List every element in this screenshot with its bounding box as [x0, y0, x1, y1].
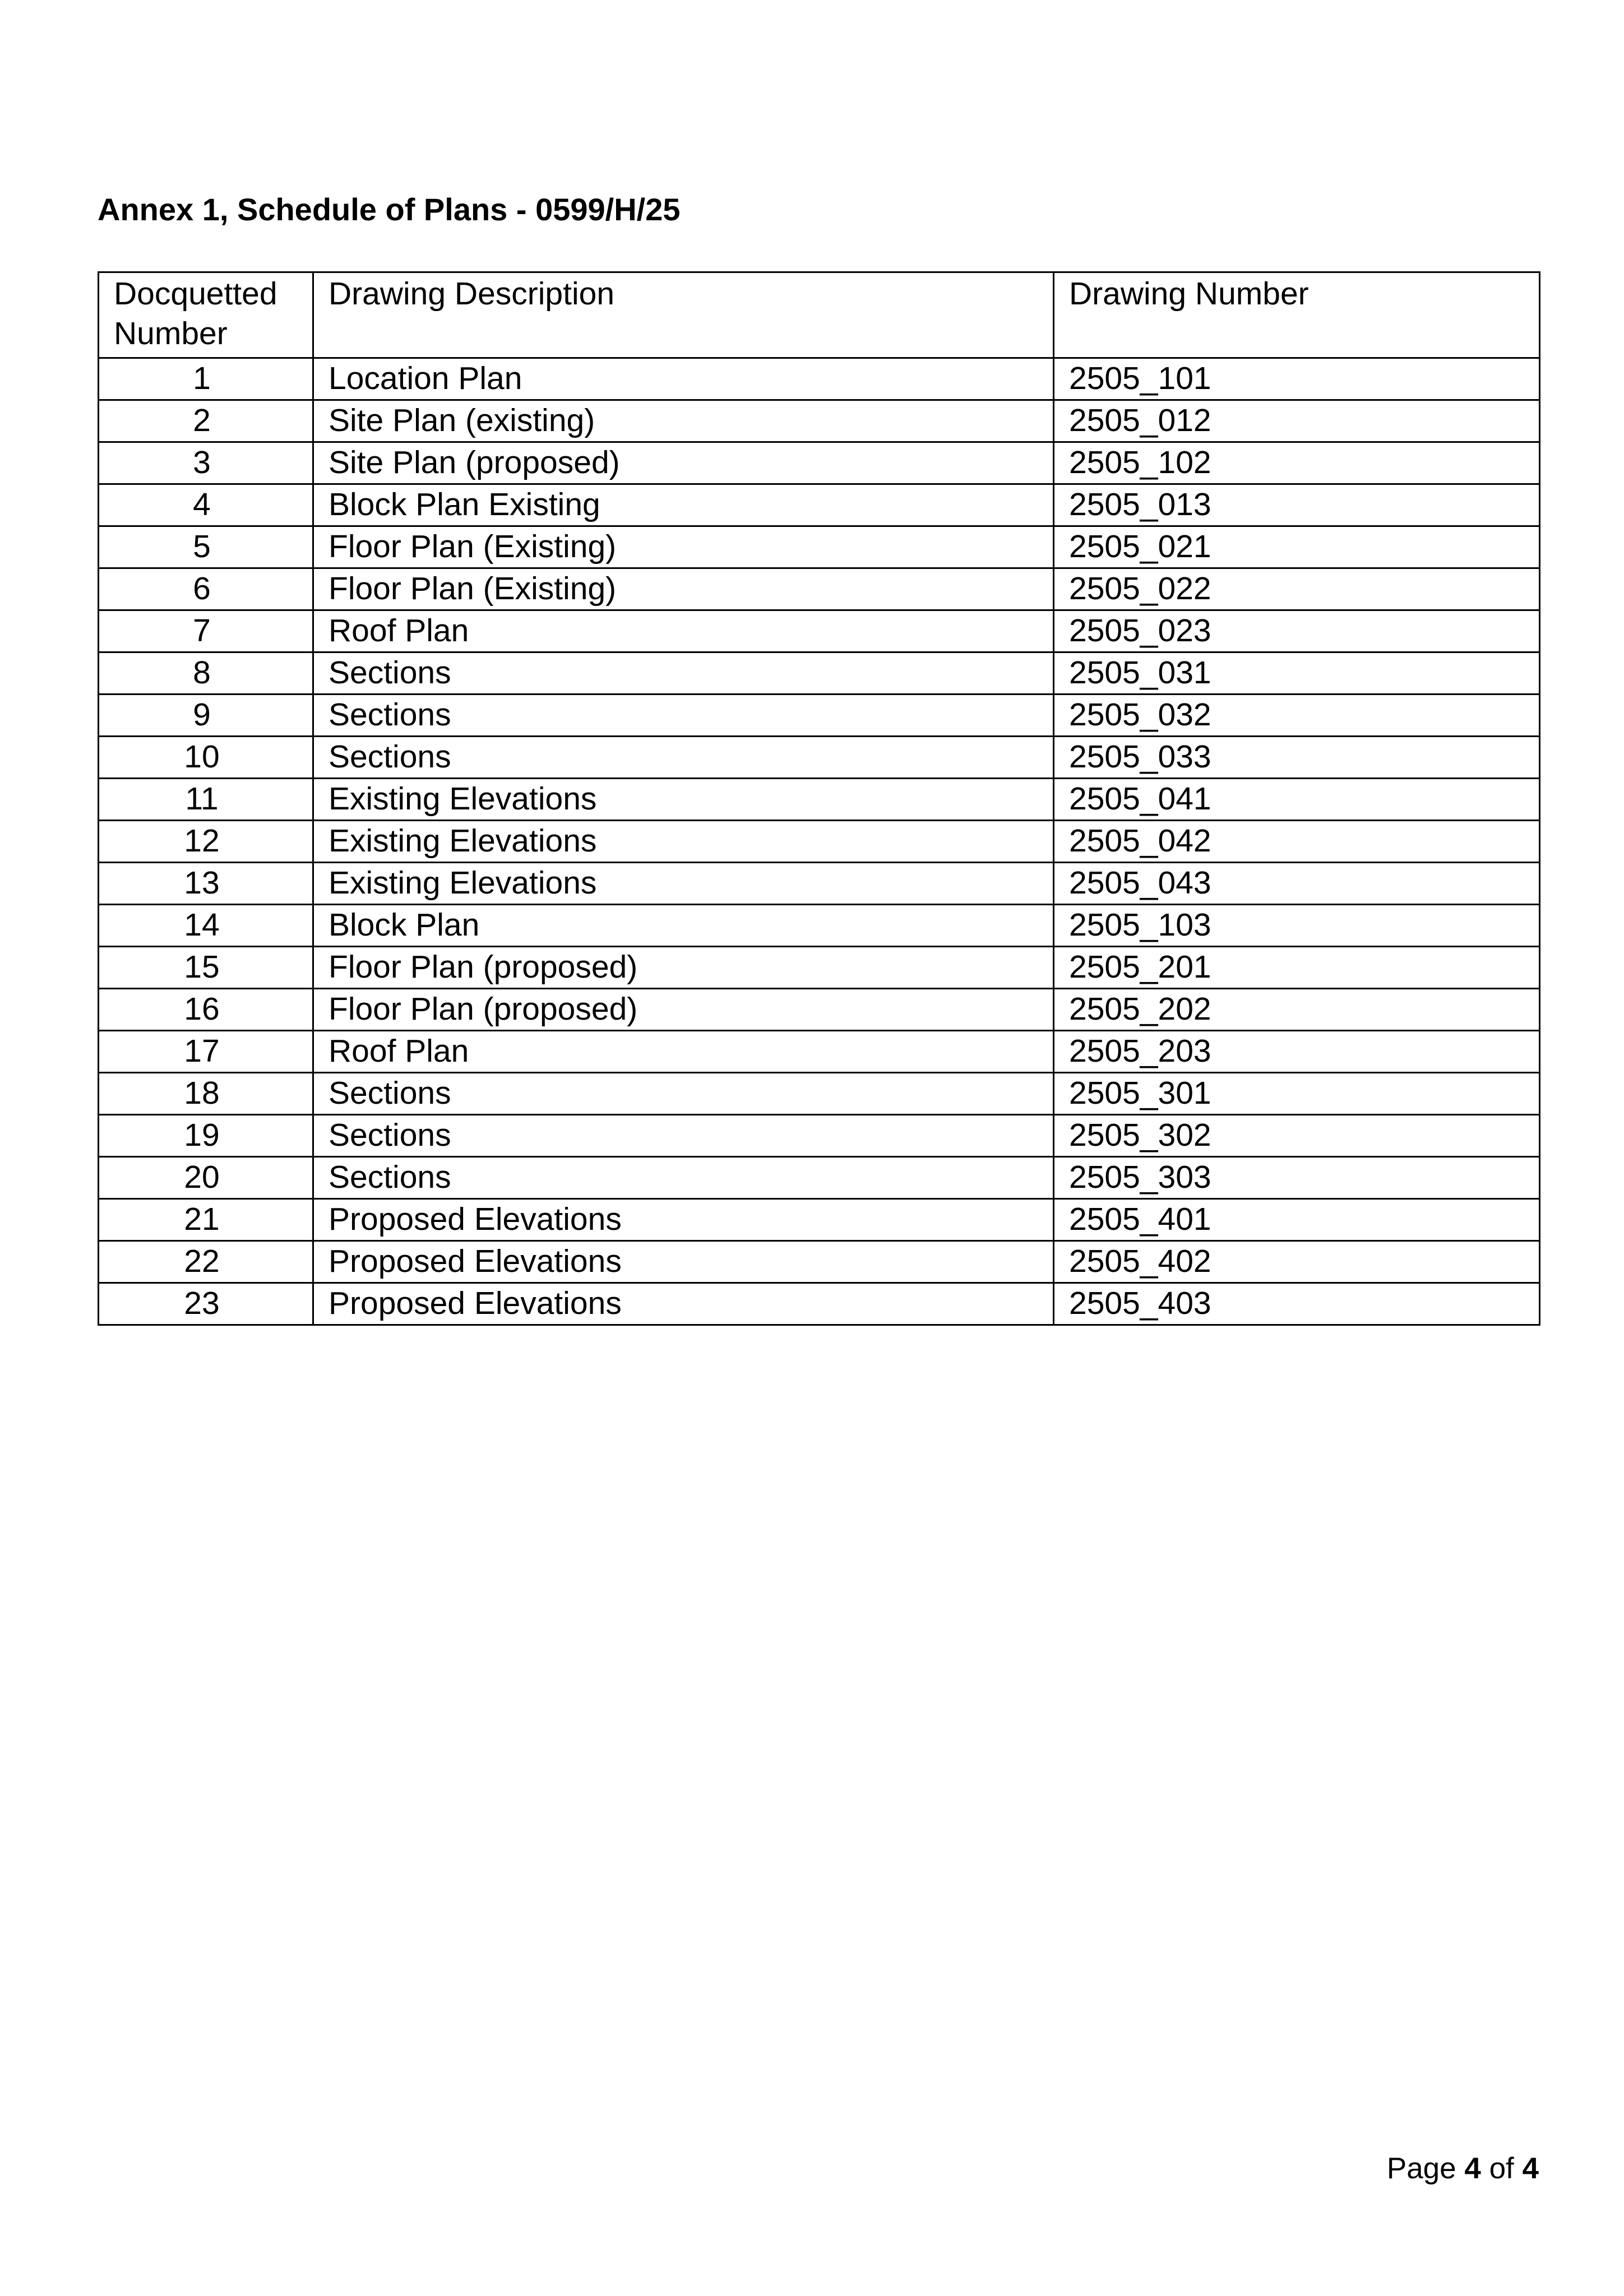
docquetted-number-cell: 4 [99, 484, 313, 526]
drawing-number-cell: 2505_303 [1054, 1157, 1540, 1199]
docquetted-number-cell: 5 [99, 526, 313, 568]
drawing-number-cell: 2505_203 [1054, 1031, 1540, 1073]
docquetted-number-cell: 10 [99, 737, 313, 779]
docquetted-number-cell: 21 [99, 1199, 313, 1241]
drawing-description-cell: Sections [313, 695, 1054, 737]
table-row [99, 1157, 1540, 1199]
drawing-number-cell: 2505_031 [1054, 652, 1540, 695]
table-body [99, 358, 1540, 1325]
drawing-description-cell: Sections [313, 1073, 1054, 1115]
column-header-docquetted-number: Docquetted Number [99, 272, 313, 358]
docquetted-number-cell: 3 [99, 442, 313, 484]
drawing-number-cell: 2505_023 [1054, 610, 1540, 652]
drawing-description-cell: Existing Elevations [313, 779, 1054, 821]
docquetted-number-cell: 16 [99, 989, 313, 1031]
drawing-number-cell: 2505_403 [1054, 1283, 1540, 1325]
docquetted-number-cell: 22 [99, 1241, 313, 1283]
drawing-number-cell: 2505_022 [1054, 568, 1540, 610]
docquetted-number-cell: 17 [99, 1031, 313, 1073]
table-row [99, 1031, 1540, 1073]
table-row [99, 1073, 1540, 1115]
table-row [99, 821, 1540, 863]
docquetted-number-cell: 1 [99, 358, 313, 400]
drawing-description-cell: Floor Plan (proposed) [313, 947, 1054, 989]
drawing-description-cell: Sections [313, 652, 1054, 695]
drawing-description-cell: Roof Plan [313, 610, 1054, 652]
drawing-description-cell: Block Plan [313, 905, 1054, 947]
table-row [99, 737, 1540, 779]
drawing-description-cell: Floor Plan (Existing) [313, 568, 1054, 610]
drawing-description-cell: Block Plan Existing [313, 484, 1054, 526]
table-row [99, 484, 1540, 526]
table-row [99, 695, 1540, 737]
column-header-drawing-description: Drawing Description [313, 272, 1054, 358]
docquetted-number-cell: 8 [99, 652, 313, 695]
docquetted-number-cell: 2 [99, 400, 313, 442]
total-pages-number: 4 [1522, 2152, 1539, 2185]
table-row [99, 863, 1540, 905]
drawing-number-cell: 2505_102 [1054, 442, 1540, 484]
docquetted-number-cell: 23 [99, 1283, 313, 1325]
table-row [99, 526, 1540, 568]
table-row [99, 947, 1540, 989]
table-row [99, 442, 1540, 484]
table-row [99, 989, 1540, 1031]
drawing-description-cell: Site Plan (existing) [313, 400, 1054, 442]
docquetted-number-cell: 13 [99, 863, 313, 905]
table-header-row [99, 272, 1540, 358]
drawing-number-cell: 2505_302 [1054, 1115, 1540, 1157]
docquetted-number-cell: 9 [99, 695, 313, 737]
docquetted-number-cell: 20 [99, 1157, 313, 1199]
drawing-number-cell: 2505_401 [1054, 1199, 1540, 1241]
docquetted-number-cell: 6 [99, 568, 313, 610]
table-row [99, 358, 1540, 400]
table-row [99, 1283, 1540, 1325]
drawing-number-cell: 2505_301 [1054, 1073, 1540, 1115]
drawing-description-cell: Proposed Elevations [313, 1241, 1054, 1283]
docquetted-number-cell: 18 [99, 1073, 313, 1115]
drawing-number-cell: 2505_043 [1054, 863, 1540, 905]
drawing-description-cell: Location Plan [313, 358, 1054, 400]
drawing-description-cell: Sections [313, 1115, 1054, 1157]
drawing-number-cell: 2505_402 [1054, 1241, 1540, 1283]
current-page-number: 4 [1464, 2152, 1481, 2185]
drawing-number-cell: 2505_021 [1054, 526, 1540, 568]
table-row [99, 652, 1540, 695]
docquetted-number-cell: 7 [99, 610, 313, 652]
docquetted-number-cell: 12 [99, 821, 313, 863]
drawing-description-cell: Existing Elevations [313, 863, 1054, 905]
table-row [99, 1241, 1540, 1283]
drawing-description-cell: Proposed Elevations [313, 1283, 1054, 1325]
drawing-number-cell: 2505_202 [1054, 989, 1540, 1031]
schedule-of-plans-table [98, 271, 1540, 1326]
page-footer [1387, 2151, 1539, 2186]
table-row [99, 568, 1540, 610]
drawing-number-cell: 2505_042 [1054, 821, 1540, 863]
docquetted-number-cell: 11 [99, 779, 313, 821]
drawing-description-cell: Existing Elevations [313, 821, 1054, 863]
drawing-number-cell: 2505_201 [1054, 947, 1540, 989]
drawing-number-cell: 2505_032 [1054, 695, 1540, 737]
table-row [99, 400, 1540, 442]
page-prefix: Page [1386, 2152, 1456, 2185]
table-row [99, 1115, 1540, 1157]
drawing-number-cell: 2505_012 [1054, 400, 1540, 442]
drawing-description-cell: Proposed Elevations [313, 1199, 1054, 1241]
table-row [99, 610, 1540, 652]
table-row [99, 779, 1540, 821]
drawing-description-cell: Sections [313, 1157, 1054, 1199]
page-title: Annex 1, Schedule of Plans - 0599/H/25 [98, 192, 681, 227]
drawing-number-cell: 2505_013 [1054, 484, 1540, 526]
drawing-description-cell: Site Plan (proposed) [313, 442, 1054, 484]
drawing-description-cell: Floor Plan (proposed) [313, 989, 1054, 1031]
table-row [99, 1199, 1540, 1241]
drawing-number-cell: 2505_041 [1054, 779, 1540, 821]
docquetted-number-cell: 19 [99, 1115, 313, 1157]
docquetted-number-cell: 14 [99, 905, 313, 947]
drawing-description-cell: Roof Plan [313, 1031, 1054, 1073]
drawing-description-cell: Sections [313, 737, 1054, 779]
column-header-drawing-number: Drawing Number [1054, 272, 1540, 358]
table-row [99, 905, 1540, 947]
drawing-number-cell: 2505_101 [1054, 358, 1540, 400]
page-of-label: of [1489, 2152, 1514, 2185]
drawing-description-cell: Floor Plan (Existing) [313, 526, 1054, 568]
docquetted-number-cell: 15 [99, 947, 313, 989]
drawing-number-cell: 2505_103 [1054, 905, 1540, 947]
drawing-number-cell: 2505_033 [1054, 737, 1540, 779]
